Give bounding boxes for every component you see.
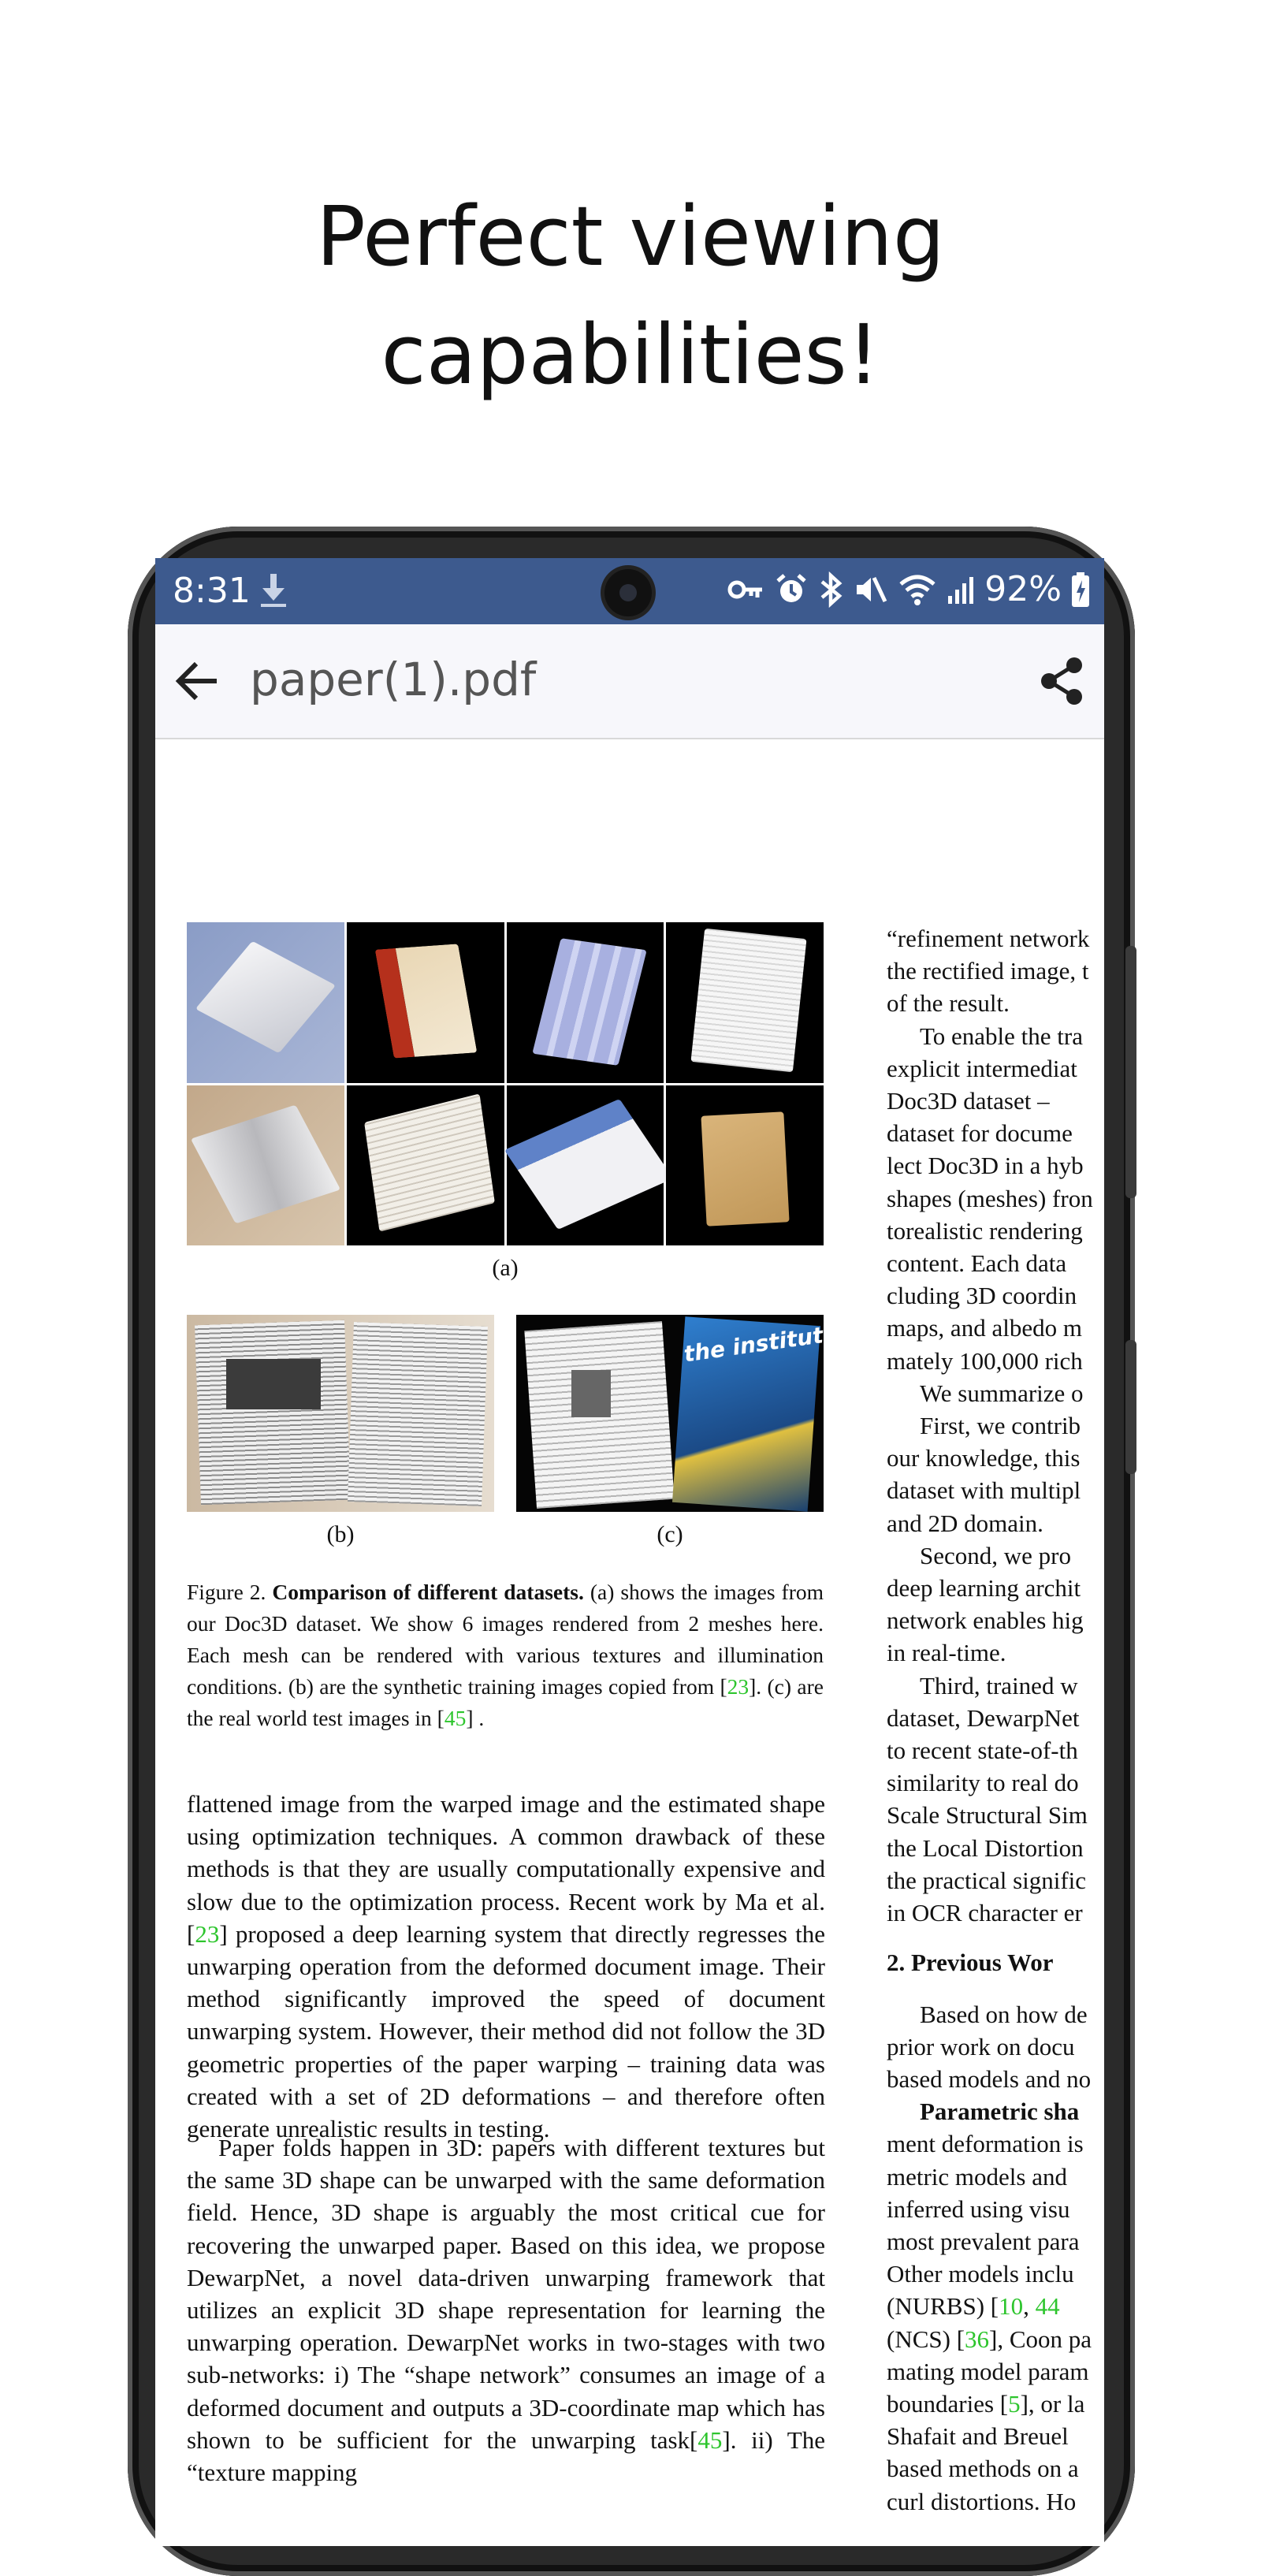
paragraph-line: First, we contrib [920,1412,1081,1440]
paragraph-line: torealistic rendering [887,1216,1083,1245]
body-paragraph-1 [187,1788,825,2145]
paragraph-line: Based on how de [920,2000,1088,2028]
front-camera [604,569,652,616]
paragraph-line: To enable the tra [920,1022,1083,1050]
paragraph-line: Scale Structural Sim [887,1801,1088,1830]
paragraph-line: the practical signific [887,1866,1087,1894]
paragraph-line: Third, trained w [920,1671,1078,1699]
line-text: ], or la [1020,2389,1085,2418]
status-icons [727,569,1090,609]
caption-prefix: Figure 2. [187,1580,273,1604]
paragraph-line: prior work on docu [887,2032,1075,2060]
download-icon [258,572,289,609]
paragraph-line: network enables hig [887,1606,1084,1635]
figure-c-image [516,1315,840,1512]
paragraph-line: deep learning archit [887,1574,1081,1603]
figure-c-magazine-title: the institute [682,1320,840,1368]
right-column-text [887,922,1123,2518]
doc3d-text-page-image [347,1085,504,1246]
figure-caption [187,1576,824,1734]
citation-link[interactable]: 23 [195,1919,220,1948]
doc3d-aged-page-image [666,1085,824,1246]
promo-headline [0,177,1261,414]
paragraph-line: lect Doc3D in a hyb [887,1152,1084,1180]
paragraph-line: in real-time. [887,1639,1006,1667]
bluetooth-icon [817,572,844,607]
paragraph-line: the rectified image, t [887,957,1089,985]
figure-b-image [187,1315,494,1512]
paragraph-line: and 2D domain. [887,1509,1043,1537]
line-text: , [1023,2292,1036,2321]
line-text: (NCS) [ [887,2325,965,2353]
body-paragraph-2 [187,2131,825,2489]
paragraph-line: curl distortions. Ho [887,2487,1077,2515]
paragraph-line: most prevalent para [887,2227,1080,2255]
mute-icon [854,573,888,606]
section-heading: 2. Previous Wor [887,1949,1054,1977]
paragraph-line: dataset with multipl [887,1476,1081,1505]
pdf-page-view[interactable] [155,741,1104,2546]
back-arrow-icon[interactable] [169,653,226,709]
share-icon[interactable] [1033,653,1090,709]
alarm-icon [775,573,808,606]
figure-b-label: (b) [326,1521,355,1547]
paragraph-line [887,2290,1123,2322]
citation-link[interactable]: 10 [999,2292,1024,2321]
paragraph-line: mately 100,000 rich [887,1346,1083,1375]
paragraph-line: based models and no [887,2064,1092,2093]
line-text: ], Coon pa [989,2325,1092,2353]
caption-title: Comparison of different datasets. [272,1580,584,1604]
paragraph-line: Doc3D dataset – [887,1087,1050,1115]
citation-link[interactable]: 45 [444,1706,467,1730]
paragraph-line: cluding 3D coordin [887,1282,1077,1310]
app-bar [155,624,1104,739]
paragraph-line: mating model param [887,2357,1089,2385]
paragraph-line: Shafait and Breuel [887,2422,1069,2451]
paragraph-text: flattened image from the warped image and the estimated shape using optimization techniques. A common drawback of these methods is that they are usually computationally expensive and slow due to the optimization process. Recent work by Ma et al. [ [187,1790,825,1948]
paragraph-line: of the result. [887,989,1010,1018]
volume-button [1125,946,1136,1198]
paragraph-line: content. Each data [887,1249,1067,1278]
paragraph-line: inferred using visu [887,2194,1070,2223]
caption-text: ] . [466,1706,485,1730]
figure-a-image-grid [187,922,824,1245]
citation-link[interactable]: 45 [697,2425,723,2454]
doc3d-folded-sheet-image [187,1085,344,1246]
citation-link[interactable]: 44 [1035,2292,1060,2321]
paragraph-line: shapes (meshes) fron [887,1184,1093,1212]
paragraph-line: metric models and [887,2162,1067,2191]
paragraph-line: We summarize o [920,1379,1084,1407]
paragraph-line [887,2095,1123,2127]
doc3d-colorful-page-image [507,1085,664,1246]
paragraph-line: based methods on a [887,2455,1079,2483]
line-text: (NURBS) [ [887,2292,999,2321]
caption-text: (a) shows the images from our Doc3D dataset. We show 6 images rendered from 2 meshes here. Each mesh can be rendered with various textures and illumination conditions. (b) are the synthetic training images copied from [ [187,1580,824,1699]
paragraph-bold-lead: Parametric sha [920,2098,1080,2126]
battery-charging-icon [1071,572,1090,607]
signal-icon [947,574,975,605]
doc3d-blank-sheet-image [187,922,344,1083]
citation-link[interactable]: 36 [965,2325,990,2353]
doc3d-newspaper-image [666,922,824,1083]
document-title: paper(1).pdf [250,653,537,706]
wifi-icon [898,573,937,606]
paragraph-line: dataset for docume [887,1119,1073,1148]
promo-headline-line2: capabilities! [381,307,880,403]
paragraph-line [887,2388,1123,2420]
figure-a-label: (a) [492,1255,519,1281]
paragraph-line [887,2323,1123,2355]
paragraph-line: Second, we pro [920,1541,1071,1569]
paragraph-line: maps, and albedo m [887,1314,1082,1342]
figure-c-label: (c) [657,1521,683,1547]
doc3d-red-brochure-image [347,922,504,1083]
paragraph-line: Other models inclu [887,2260,1074,2288]
paragraph-line: the Local Distortion [887,1833,1084,1862]
paragraph-text: Paper folds happen in 3D: papers with different textures but the same 3D shape can be unwarped with the same deformation field. Hence, 3D shape is arguably the most critical cue for recovering the unwarped paper. Based on this idea, we propose DewarpNet, a novel data-driven unwarping framework that utilizes an explicit 3D shape representation for learning the unwarping operation. DewarpNet works in two-stages with two sub-networks: i) The “shape network” consumes an image of a deformed document and outputs a 3D-coordinate map which has shown to be sufficient for the unwarping task[ [187,2134,825,2454]
vpn-key-icon [727,574,765,605]
paragraph-line: our knowledge, this [887,1444,1081,1472]
battery-percent: 92% [984,569,1062,609]
paragraph-line: in OCR character er [887,1899,1083,1927]
paragraph-line: similarity to real do [887,1769,1079,1797]
line-text: boundaries [ [887,2389,1009,2418]
status-bar [155,558,1104,624]
citation-link[interactable]: 23 [727,1674,750,1699]
paragraph-line: to recent state-of-th [887,1737,1078,1765]
paragraph-line: explicit intermediat [887,1054,1077,1082]
paragraph-text: ]. ii) The “texture mapping [187,2425,825,2487]
paragraph-line: ment deformation is [887,2130,1084,2158]
paragraph-line: “refinement network [887,925,1090,952]
caption-text: ]. (c) are the real world test images in [ [187,1674,824,1730]
promo-headline-line1: Perfect viewing [316,188,945,285]
paragraph-text: ] proposed a deep learning system that directly regresses the unwarping operation from the deformed document image. Their method significantly improved the speed of document unwarping system. However, their method did not follow the 3D geometric properties of the paper warping – training data was created with a set of 2D deformations – and therefore often generate unrealistic results in testing. [187,1919,825,2143]
paragraph-line: dataset, DewarpNet [887,1703,1080,1732]
status-time: 8:31 [173,571,251,611]
phone-screen [155,558,1104,2544]
power-button [1125,1340,1136,1474]
doc3d-blue-grid-image [507,922,664,1083]
citation-link[interactable]: 5 [1008,2389,1021,2418]
